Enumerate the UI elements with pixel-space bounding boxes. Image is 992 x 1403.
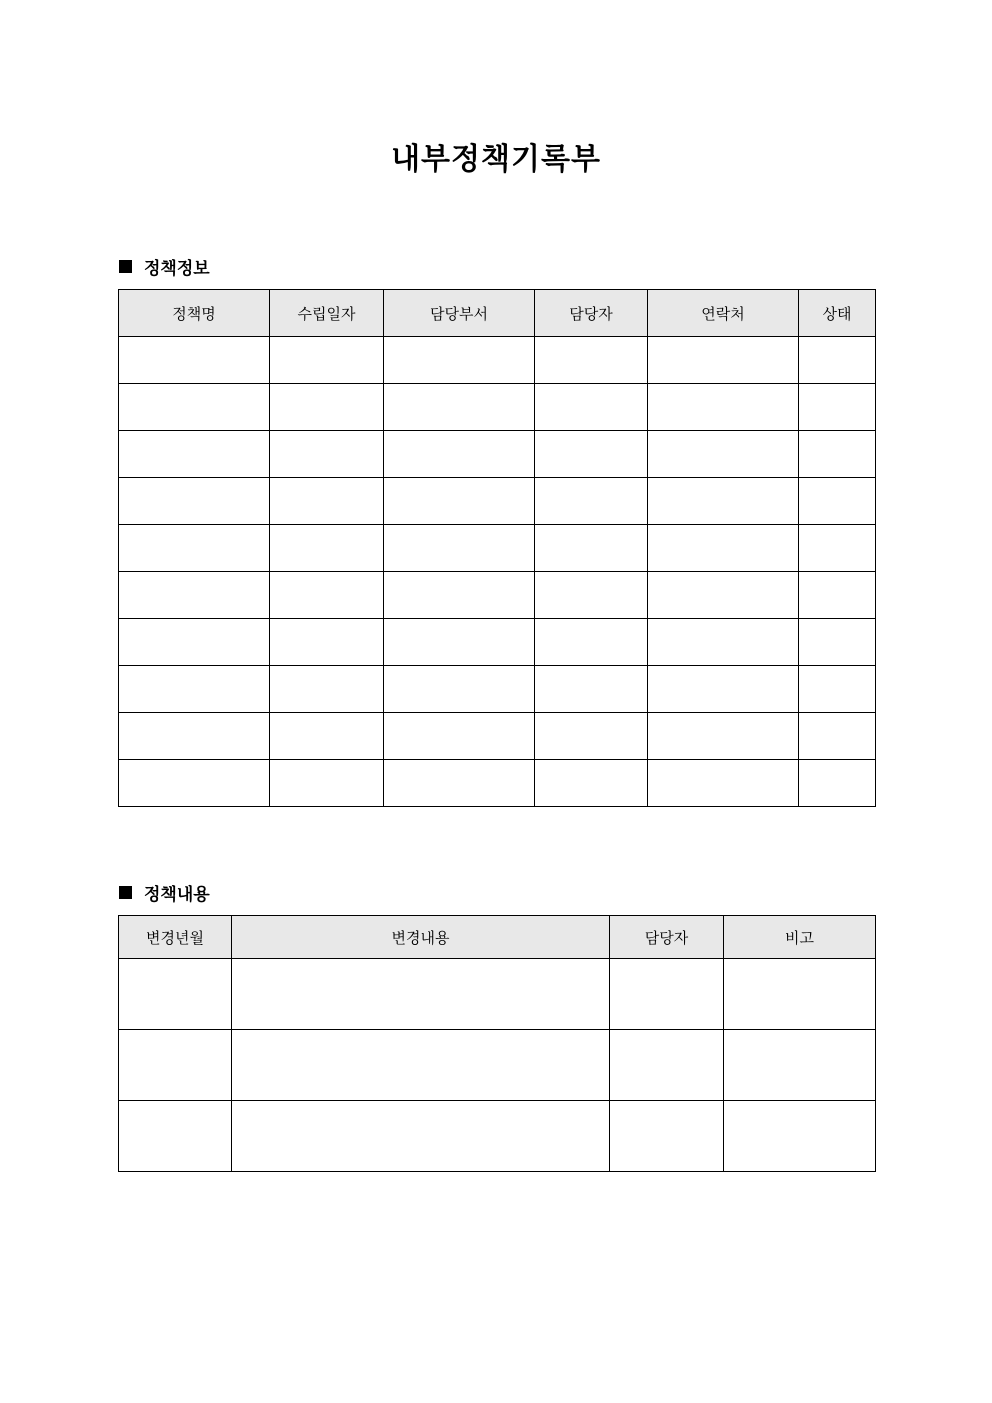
table-cell[interactable] <box>119 1101 232 1172</box>
table-cell[interactable] <box>384 384 535 431</box>
table-row <box>119 384 876 431</box>
table-cell[interactable] <box>648 713 799 760</box>
table-cell[interactable] <box>799 525 876 572</box>
table-cell[interactable] <box>232 1101 610 1172</box>
table-cell[interactable] <box>535 525 648 572</box>
table-cell[interactable] <box>799 337 876 384</box>
table-cell[interactable] <box>648 525 799 572</box>
table-cell[interactable] <box>270 666 384 713</box>
table-cell[interactable] <box>799 666 876 713</box>
table-cell[interactable] <box>384 760 535 807</box>
square-bullet-icon <box>119 886 132 899</box>
table-row <box>119 959 876 1030</box>
column-header: 담당자 <box>610 916 724 959</box>
table-cell[interactable] <box>232 1030 610 1101</box>
document-title: 내부정책기록부 <box>391 142 601 177</box>
section-heading-label: 정책내용 <box>144 885 210 905</box>
table-cell[interactable] <box>270 713 384 760</box>
table-row <box>119 337 876 384</box>
table-cell[interactable] <box>270 431 384 478</box>
square-bullet-icon <box>119 260 132 273</box>
table-cell[interactable] <box>648 478 799 525</box>
table-cell[interactable] <box>119 713 270 760</box>
table-cell[interactable] <box>384 572 535 619</box>
table-cell[interactable] <box>535 431 648 478</box>
table-header-row <box>119 916 876 959</box>
table-cell[interactable] <box>799 572 876 619</box>
table-cell[interactable] <box>535 713 648 760</box>
table-row <box>119 666 876 713</box>
column-header: 변경년월 <box>119 916 232 959</box>
table-row <box>119 1101 876 1172</box>
table-cell[interactable] <box>119 1030 232 1101</box>
table-cell[interactable] <box>119 959 232 1030</box>
policy-info-table <box>118 289 876 807</box>
table-cell[interactable] <box>384 431 535 478</box>
table-cell[interactable] <box>119 478 270 525</box>
table-cell[interactable] <box>799 713 876 760</box>
table-cell[interactable] <box>648 619 799 666</box>
table-cell[interactable] <box>232 959 610 1030</box>
table-cell[interactable] <box>119 384 270 431</box>
table-cell[interactable] <box>270 525 384 572</box>
table-cell[interactable] <box>648 760 799 807</box>
table-cell[interactable] <box>535 384 648 431</box>
section-heading-policy-info <box>119 254 210 279</box>
column-header: 담당부서 <box>384 290 535 337</box>
section-heading-policy-content <box>119 880 210 905</box>
table-cell[interactable] <box>270 572 384 619</box>
table-cell[interactable] <box>384 478 535 525</box>
column-header: 상태 <box>799 290 876 337</box>
table-cell[interactable] <box>384 713 535 760</box>
table-header-row <box>119 290 876 337</box>
table-row <box>119 478 876 525</box>
table-row <box>119 619 876 666</box>
table-cell[interactable] <box>535 619 648 666</box>
table-cell[interactable] <box>384 666 535 713</box>
column-header: 정책명 <box>119 290 270 337</box>
table-cell[interactable] <box>119 337 270 384</box>
table-cell[interactable] <box>724 1030 876 1101</box>
table-cell[interactable] <box>799 478 876 525</box>
table-cell[interactable] <box>119 572 270 619</box>
table-cell[interactable] <box>270 478 384 525</box>
table-cell[interactable] <box>119 666 270 713</box>
table-cell[interactable] <box>610 959 724 1030</box>
column-header: 연락처 <box>648 290 799 337</box>
table-cell[interactable] <box>724 959 876 1030</box>
table-cell[interactable] <box>799 619 876 666</box>
table-cell[interactable] <box>648 384 799 431</box>
table-row <box>119 1030 876 1101</box>
table-cell[interactable] <box>799 760 876 807</box>
table-cell[interactable] <box>724 1101 876 1172</box>
column-header: 변경내용 <box>232 916 610 959</box>
table-cell[interactable] <box>648 337 799 384</box>
table-cell[interactable] <box>119 431 270 478</box>
table-cell[interactable] <box>119 525 270 572</box>
table-cell[interactable] <box>648 572 799 619</box>
table-cell[interactable] <box>270 337 384 384</box>
column-header: 담당자 <box>535 290 648 337</box>
column-header: 비고 <box>724 916 876 959</box>
table-cell[interactable] <box>610 1101 724 1172</box>
table-cell[interactable] <box>799 384 876 431</box>
table-cell[interactable] <box>535 337 648 384</box>
table-row <box>119 525 876 572</box>
table-cell[interactable] <box>384 525 535 572</box>
column-header: 수립일자 <box>270 290 384 337</box>
table-cell[interactable] <box>119 760 270 807</box>
policy-content-table <box>118 915 876 1172</box>
table-cell[interactable] <box>535 572 648 619</box>
table-cell[interactable] <box>535 760 648 807</box>
section-heading-label: 정책정보 <box>144 259 210 279</box>
table-cell[interactable] <box>648 431 799 478</box>
table-cell[interactable] <box>270 760 384 807</box>
table-cell[interactable] <box>648 666 799 713</box>
table-cell[interactable] <box>270 384 384 431</box>
table-cell[interactable] <box>610 1030 724 1101</box>
table-cell[interactable] <box>799 431 876 478</box>
table-cell[interactable] <box>270 619 384 666</box>
table-cell[interactable] <box>535 478 648 525</box>
table-cell[interactable] <box>535 666 648 713</box>
table-row <box>119 760 876 807</box>
table-cell[interactable] <box>119 619 270 666</box>
table-row <box>119 713 876 760</box>
table-cell[interactable] <box>384 337 535 384</box>
table-row <box>119 431 876 478</box>
table-cell[interactable] <box>384 619 535 666</box>
table-row <box>119 572 876 619</box>
